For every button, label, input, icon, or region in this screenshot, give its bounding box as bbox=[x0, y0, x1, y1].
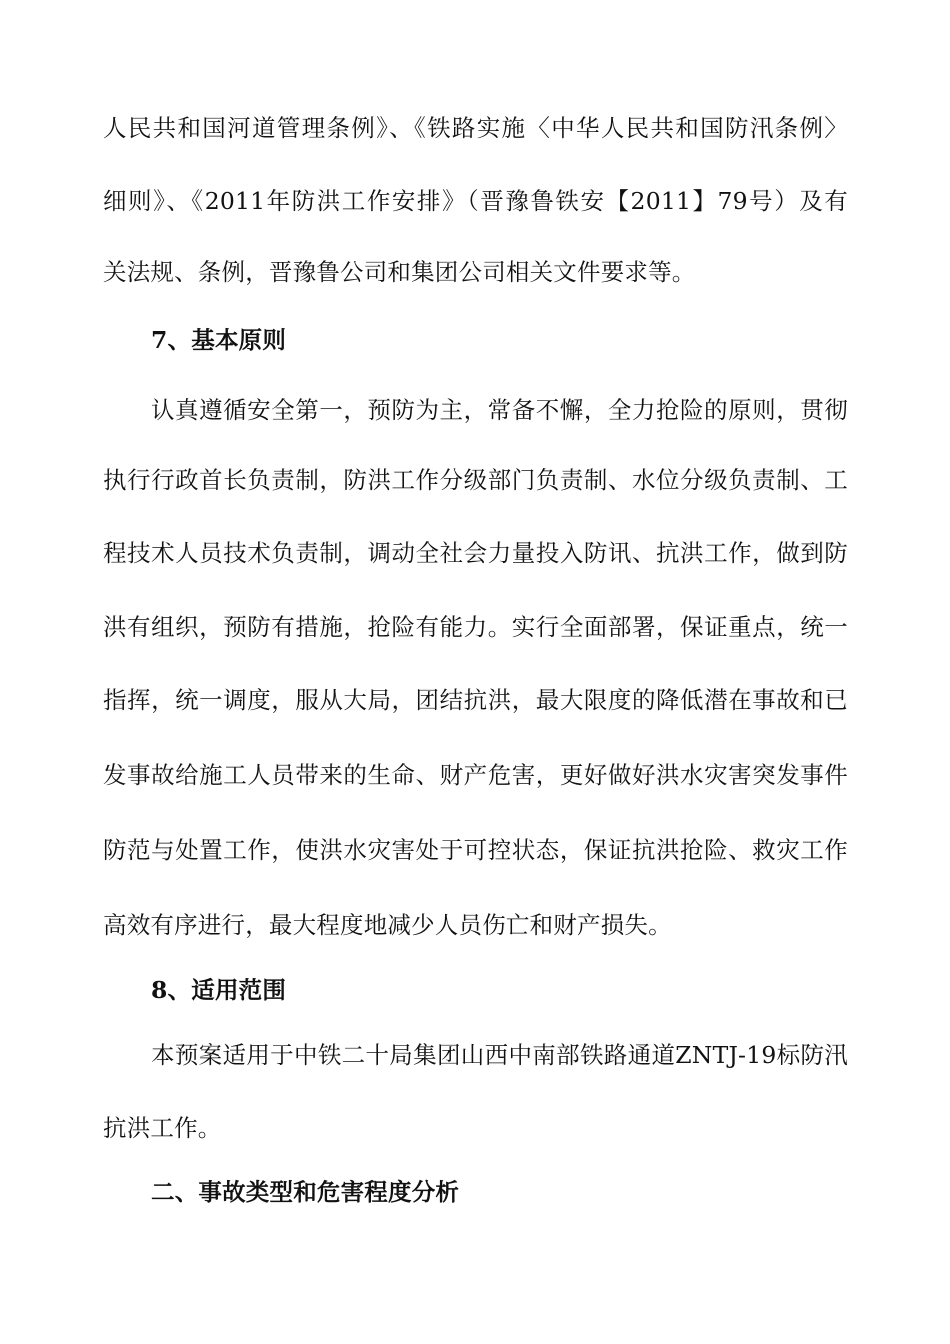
paragraph-line: 本预案适用于中铁二十局集团山西中南部铁路通道ZNTJ-19标防汛 bbox=[151, 1041, 848, 1069]
paragraph-line: 程技术人员技术负责制，调动全社会力量投入防讯、抗洪工作，做到防 bbox=[103, 539, 848, 567]
paragraph-line: 发事故给施工人员带来的生命、财产危害，更好做好洪水灾害突发事件 bbox=[103, 761, 848, 789]
paragraph-line: 细则》、《2011年防洪工作安排》（晋豫鲁铁安【2011】79号）及有 bbox=[103, 187, 848, 215]
paragraph-line: 指挥，统一调度，服从大局，团结抗洪，最大限度的降低潜在事故和已 bbox=[103, 686, 848, 714]
paragraph-line: 人民共和国河道管理条例》、《铁路实施〈中华人民共和国防汛条例〉 bbox=[103, 114, 848, 142]
paragraph-line: 高效有序进行，最大程度地减少人员伤亡和财产损失。 bbox=[103, 911, 672, 939]
paragraph-line: 认真遵循安全第一，预防为主，常备不懈，全力抢险的原则，贯彻 bbox=[151, 396, 848, 424]
paragraph-line: 洪有组织，预防有措施，抢险有能力。实行全面部署，保证重点，统一 bbox=[103, 613, 848, 641]
paragraph-line: 执行行政首长负责制，防洪工作分级部门负责制、水位分级负责制、工 bbox=[103, 466, 848, 494]
section-heading-basic-principles: 7、基本原则 bbox=[151, 326, 287, 354]
paragraph-line: 抗洪工作。 bbox=[103, 1114, 222, 1142]
paragraph-line: 防范与处置工作，使洪水灾害处于可控状态，保证抗洪抢险、救灾工作 bbox=[103, 836, 848, 864]
paragraph-line: 关法规、条例，晋豫鲁公司和集团公司相关文件要求等。 bbox=[103, 258, 696, 286]
section-heading-scope: 8、适用范围 bbox=[151, 976, 287, 1004]
chapter-heading-accident-analysis: 二、事故类型和危害程度分析 bbox=[151, 1178, 460, 1206]
